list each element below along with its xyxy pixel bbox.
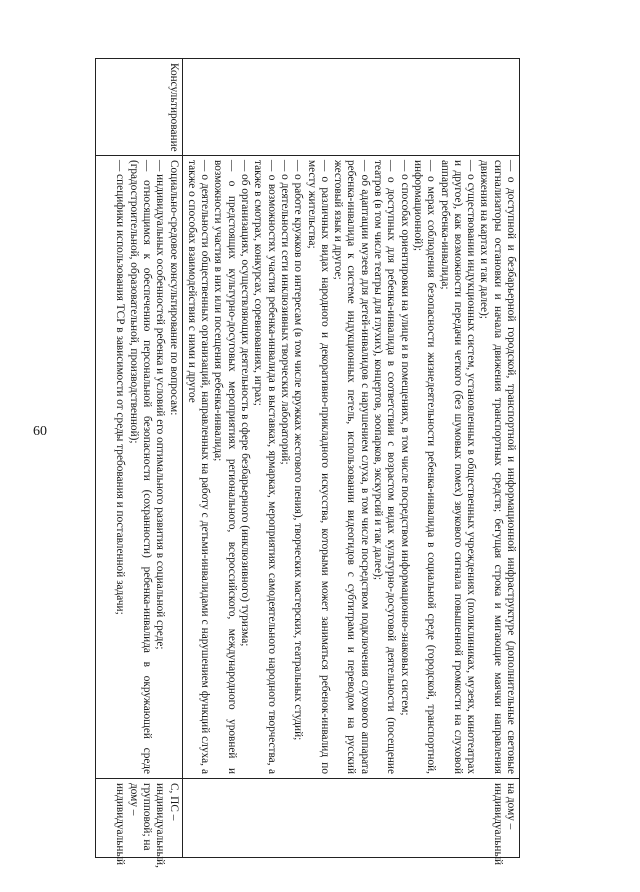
list-item: — о способах ориентировки на улице и в помещениях, в том числе посредством информационно-знаковых систем; <box>398 160 411 716</box>
list-item: Социально-средовое консультирование по вопросам: <box>167 160 180 416</box>
list-item: — о работе кружков по интересам (в том числе кружках жестового пения), творческих мастерских, театральных студий; <box>292 160 305 741</box>
list-item: — о возможностях участия ребенка-инвалида в выставках, ярмарках, мероприятиях самодеятельного народного творчества, а также в смотрах, конкурсах, соревнованиях, играх; <box>252 160 278 774</box>
service-content-cell <box>95 156 182 779</box>
list-item: — об организациях, осуществляющих деятельность в сфере безбарьерного (инклюзивного) туризма; <box>239 160 252 647</box>
page-number: 60 <box>33 424 47 439</box>
list-item: — о доступной и безбарьерной городской, транспортной и информационной инфраструктуре (дополнительные световые сигнализаторы остановки и начала движения транспортных средств; бегущая строка и мигающие маячки направления движения на картах и так далее); <box>478 160 517 774</box>
list-item: — относящимся к обеспечению персональной безопасности (сохранности) ребенка-инвалида в окружающей среде (градостроительной, образовательной, производственной); <box>127 160 153 774</box>
list-item: — о различных видах народного и декоративно-прикладного искусства, которыми может заниматься ребенок-инвалид по месту жительства; <box>305 160 331 774</box>
rotated-table-sheet <box>88 58 520 868</box>
list-item: — индивидуальных особенностей ребенка и условий его оптимального развития в социальной среде; <box>154 160 167 650</box>
service-name-cell <box>182 59 519 156</box>
list-item: — о предстоящих культурно-досуговых мероприятиях регионального, всероссийского, международного уровней и возможности участия в них или посещения ребенка-инвалида; <box>212 160 238 774</box>
service-name-cell: Консультирование <box>95 59 182 156</box>
services-table <box>95 58 520 868</box>
list-item: — о существовании индукционных систем, установленных в общественных учреждениях (поликлиниках, музеях, кинотеатрах и другое), как возможности передачи четкого (без шумовых помех) звукового сигнала повышенной громкости на слуховой аппарат ребенка-инвалида; <box>438 160 478 774</box>
service-content-cell <box>182 156 519 779</box>
list-item: — о доступных для ребенка-инвалида в соответствии с возрастом видах культурно-досуговой деятельности (посещение театров (в том числе театры для глухих), концертов, зоопарков, экскурсий и так далее); <box>372 160 398 774</box>
service-form-cell: С, ПС – индивидуальный, групповой; на дому – индивидуальный <box>95 779 182 858</box>
service-form-cell: на дому – индивидуальный <box>182 779 519 858</box>
list-item: — о мерах соблюдения безопасности жизнедеятельности ребенка-инвалида в социальной среде (городской, транспортной, информационной); <box>411 160 438 774</box>
list-item: — о деятельности сети инклюзивных творческих лабораторий; <box>278 160 291 465</box>
list-item: — об адаптации музеев для детей-инвалидов с нарушением слуха, в том числе посредством подключения слухового аппарата ребенка-инвалида к системе индукционных петель, использовании видеогидов с субтитрами и переводом на русский жестовый язык и другое; <box>332 160 371 774</box>
table-row <box>95 59 182 858</box>
table-row <box>182 59 519 858</box>
list-item: — специфики использования ТСР в зависимости от среды требования и поставленной задачи; <box>114 160 127 615</box>
list-item: — о деятельности общественных организаций, направленных на работу с детьми-инвалидами с нарушением функций слуха, а также о способах взаимодействия с ними и другое <box>185 160 212 774</box>
